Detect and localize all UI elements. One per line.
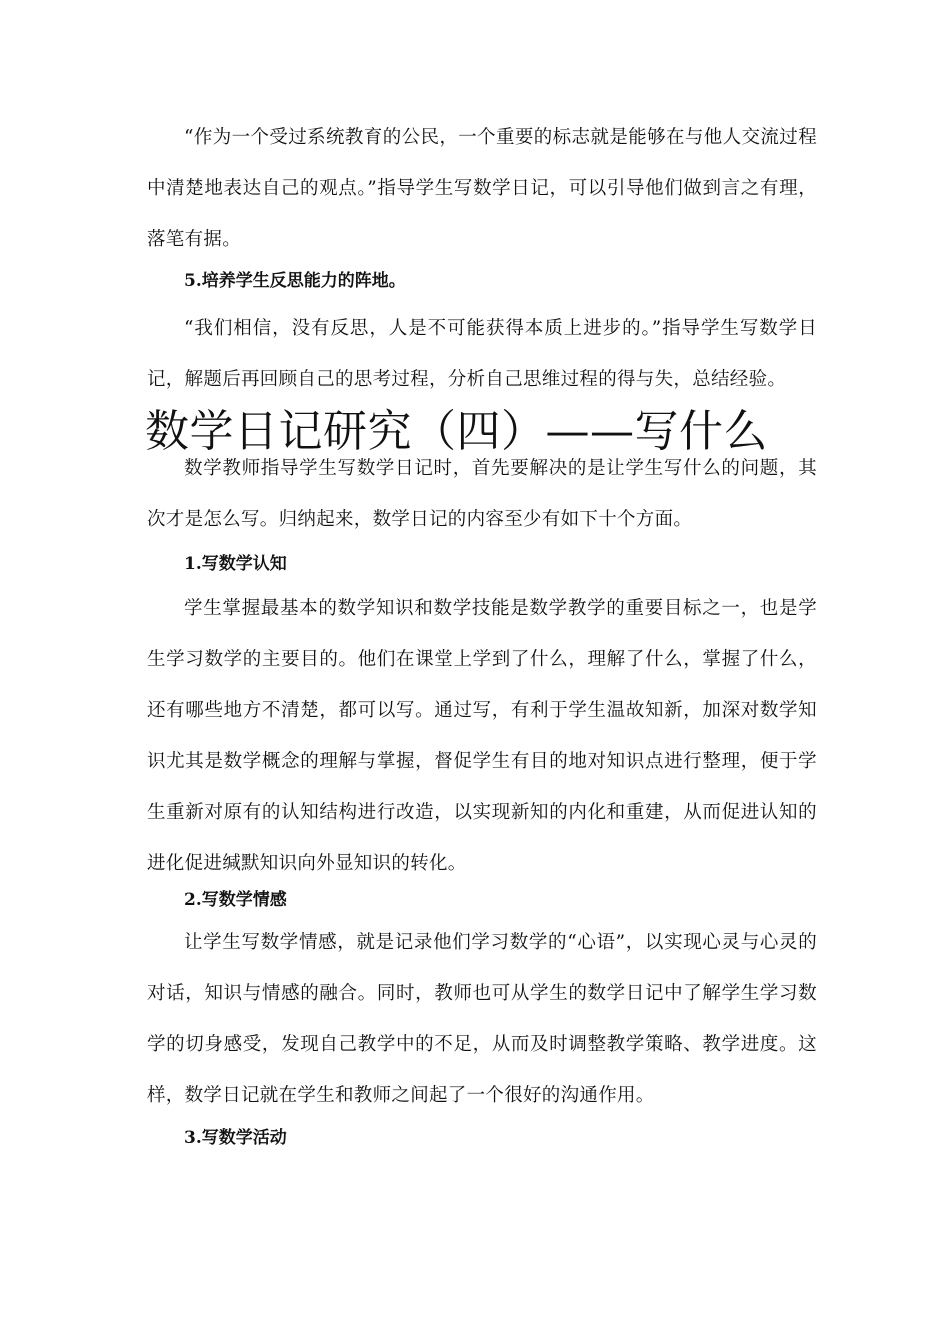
heading-math-emotion: 2.写数学情感 <box>184 890 287 910</box>
paragraph-reflection-quote: “我们相信，没有反思，人是不可能获得本质上进步的。”指导学生写数学日记，解题后再回顾自己的思考过程，分析自己思维过程的得与失，总结经验。 <box>147 318 817 390</box>
heading-math-activity: 3.写数学活动 <box>184 1128 287 1148</box>
paragraph-intro: 数学教师指导学生写数学日记时，首先要解决的是让学生写什么的问题，其次才是怎么写。归纳起来，数学日记的内容至少有如下十个方面。 <box>147 458 817 530</box>
paragraph-citizen-quote: “作为一个受过系统教育的公民，一个重要的标志就是能够在与他人交流过程中清楚地表达自己的观点。”指导学生写数学日记，可以引导他们做到言之有理，落笔有据。 <box>147 127 817 250</box>
heading-math-cognition: 1.写数学认知 <box>184 554 287 574</box>
heading-reflection: 5.培养学生反思能力的阵地。 <box>184 271 406 291</box>
paragraph-math-emotion: 让学生写数学情感，就是记录他们学习数学的“心语”，以实现心灵与心灵的对话，知识与情感的融合。同时，教师也可从学生的数学日记中了解学生学习数学的切身感受，发现自己教学中的不足，从而及时调整教学策略、教学进度。这样，数学日记就在学生和教师之间起了一个很好的沟通作用。 <box>147 932 817 1106</box>
section-title: 数学日记研究（四）——写什么 <box>145 406 768 457</box>
paragraph-math-cognition: 学生掌握最基本的数学知识和数学技能是数学教学的重要目标之一，也是学生学习数学的主要目的。他们在课堂上学到了什么，理解了什么，掌握了什么，还有哪些地方不清楚，都可以写。通过写，有利于学生温故知新，加深对数学知识尤其是数学概念的理解与掌握，督促学生有目的地对知识点进行整理，便于学生重新对原有的认知结构进行改造，以实现新知的内化和重建，从而促进认知的进化促进缄默知识向外显知识的转化。 <box>147 598 817 874</box>
